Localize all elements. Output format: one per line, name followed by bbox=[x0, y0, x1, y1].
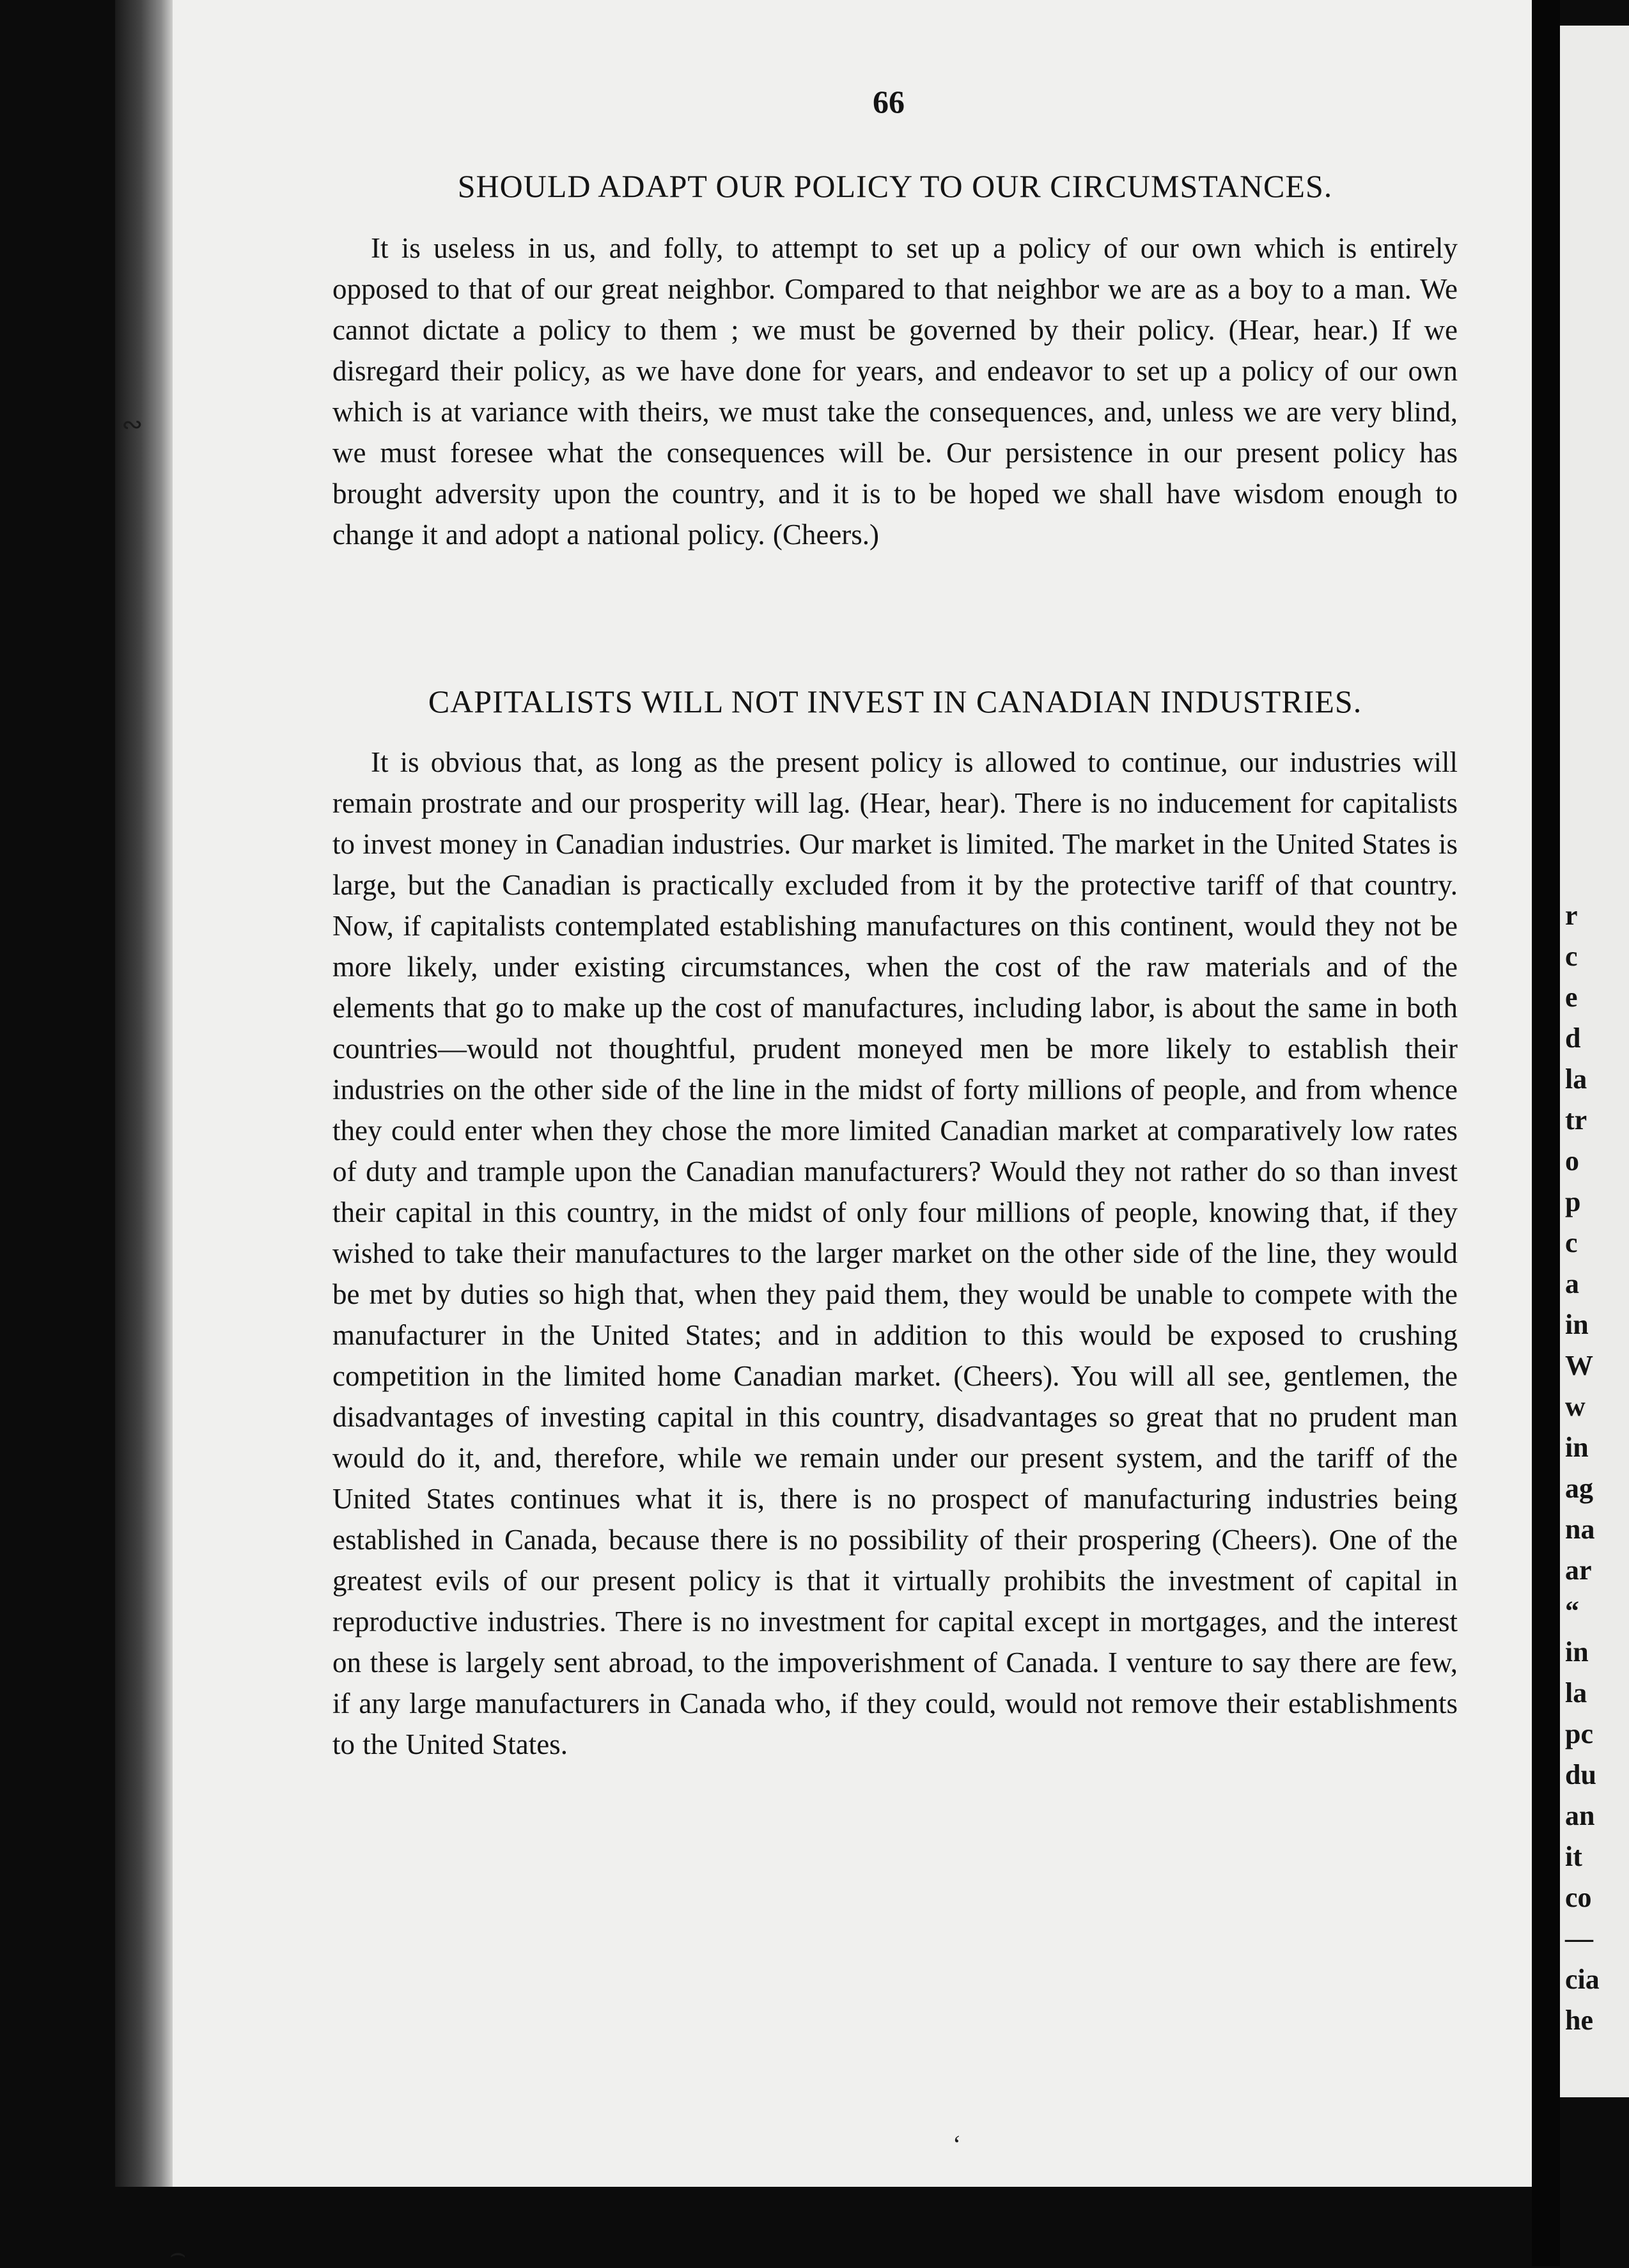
facing-page-fragment: p bbox=[1565, 1186, 1581, 1217]
facing-page-fragment: W bbox=[1565, 1350, 1593, 1381]
facing-page bbox=[1560, 26, 1629, 2097]
facing-page-fragment: he bbox=[1565, 2005, 1593, 2036]
paragraph-text: It is useless in us, and folly, to attempt to set up a policy of our own which is entirely opposed to that of our great neighbor. Compared to that neighbor we are as a boy to a man. We cannot dictate a policy to them ; we must be governed by their policy. (Hear, hear.) If we disregard their policy, as we have done for years, and endeavor to set up a policy of our own which is at variance with theirs, we must take the consequences, and, unless we are very blind, we must foresee what the consequences will be. Our persistence in our present policy has brought adversity upon the country, and it is to be hoped we shall have wisdom enough to change it and adopt a national policy. (Cheers.) bbox=[332, 232, 1458, 551]
facing-page-fragment: la bbox=[1565, 1063, 1587, 1095]
facing-page-fragment: co bbox=[1565, 1882, 1592, 1913]
paragraph-text: It is obvious that, as long as the present policy is allowed to continue, our industries will remain prostrate and our prosperity will lag. (Hear, hear). There is no inducement for capitalists to invest money in Canadian industries. Our market is limited. The market in the United States is large, but the Canadian is practically excluded from it by the protective tariff of that country. Now, if capitalists contemplated establishing manufactures on this continent, would they not be more likely, under existing circumstances, when the cost of the raw materials and of the elements that go to make up the cost of manufactures, including labor, is about the same in both countries—would not thoughtful, prudent moneyed men be more likely to establish their industries on the other side of the line in the midst of forty millions of people, and from whence they could enter when they chose the more limited Canadian market at comparatively low rates of duty and trample upon the Canadian manufacturers? Would they not rather do so than invest their capital in this country, in the midst of only four millions of people, knowing that, if they wished to take their manufactures to the larger market on the other side of the line, they would be met by duties so high that, when they paid them, they would be unable to compete with the manufacturer in the United States; and in addition to this would be exposed to crushing competition in the limited home Canadian market. (Cheers). You will all see, gentlemen, the disadvantages of investing capital in this country, disadvantages so great that no prudent man would do it, and, therefore, while we remain under our present system, and the tariff of the United States continues what it is, there is no prospect of manufacturing industries being established in Canada, because there is no possibility of their prospering (Cheers). One of the greatest evils of our present policy is that it virtually prohibits the investment of capital in reproductive industries. There is no investment for capital except in mortgages, and the interest on these is largely sent abroad, to the impoverishment of Canada. I venture to say there are few, if any large manufacturers in Canada who, if they could, would not remove their establishments to the United States. bbox=[332, 746, 1458, 1760]
facing-page-fragment: r bbox=[1565, 900, 1578, 931]
facing-page-fragment: in bbox=[1565, 1309, 1589, 1340]
facing-page-fragment: an bbox=[1565, 1800, 1595, 1831]
facing-page-fragment: — bbox=[1565, 1923, 1593, 1954]
facing-page-fragment: o bbox=[1565, 1145, 1579, 1177]
facing-page-fragment: w bbox=[1565, 1391, 1586, 1422]
scan-speck-mark: ⌢ bbox=[169, 2239, 187, 2267]
facing-page-fragment: a bbox=[1565, 1268, 1579, 1299]
facing-page-fragment: pc bbox=[1565, 1718, 1593, 1749]
page-number: 66 bbox=[873, 84, 905, 120]
page-binding-edge bbox=[115, 0, 173, 2187]
facing-page-fragment: d bbox=[1565, 1022, 1581, 1054]
section-heading-adapt-policy: SHOULD ADAPT OUR POLICY TO OUR CIRCUMSTANCES. bbox=[457, 168, 1333, 204]
facing-page-fragment: la bbox=[1565, 1677, 1587, 1709]
facing-page-text-fragments bbox=[1565, 895, 1600, 2041]
facing-page-fragment: tr bbox=[1565, 1104, 1587, 1136]
facing-page-fragment: du bbox=[1565, 1759, 1596, 1790]
facing-page-fragment: na bbox=[1565, 1513, 1595, 1545]
facing-page-fragment: cia bbox=[1565, 1964, 1600, 1995]
section-heading-capitalists: CAPITALISTS WILL NOT INVEST IN CANADIAN INDUSTRIES. bbox=[428, 684, 1362, 719]
book-gutter bbox=[1532, 0, 1560, 2266]
facing-page-fragment: c bbox=[1565, 1227, 1578, 1258]
section-paragraph-capitalists bbox=[332, 742, 1458, 1765]
facing-page-fragment: in bbox=[1565, 1432, 1589, 1463]
facing-page-fragment: e bbox=[1565, 981, 1578, 1013]
facing-page-fragment: c bbox=[1565, 941, 1578, 972]
facing-page-fragment: ar bbox=[1565, 1554, 1592, 1586]
facing-page-fragment: it bbox=[1565, 1841, 1582, 1872]
section-paragraph-adapt-policy bbox=[332, 228, 1458, 555]
facing-page-fragment: in bbox=[1565, 1636, 1589, 1668]
facing-page-fragment: ag bbox=[1565, 1473, 1593, 1504]
scan-bottom-shadow bbox=[115, 2187, 1532, 2266]
scan-speck-mark: ‘ bbox=[953, 2130, 962, 2159]
facing-page-fragment: “ bbox=[1565, 1595, 1579, 1627]
scan-speck-mark: ∾ bbox=[121, 410, 143, 439]
